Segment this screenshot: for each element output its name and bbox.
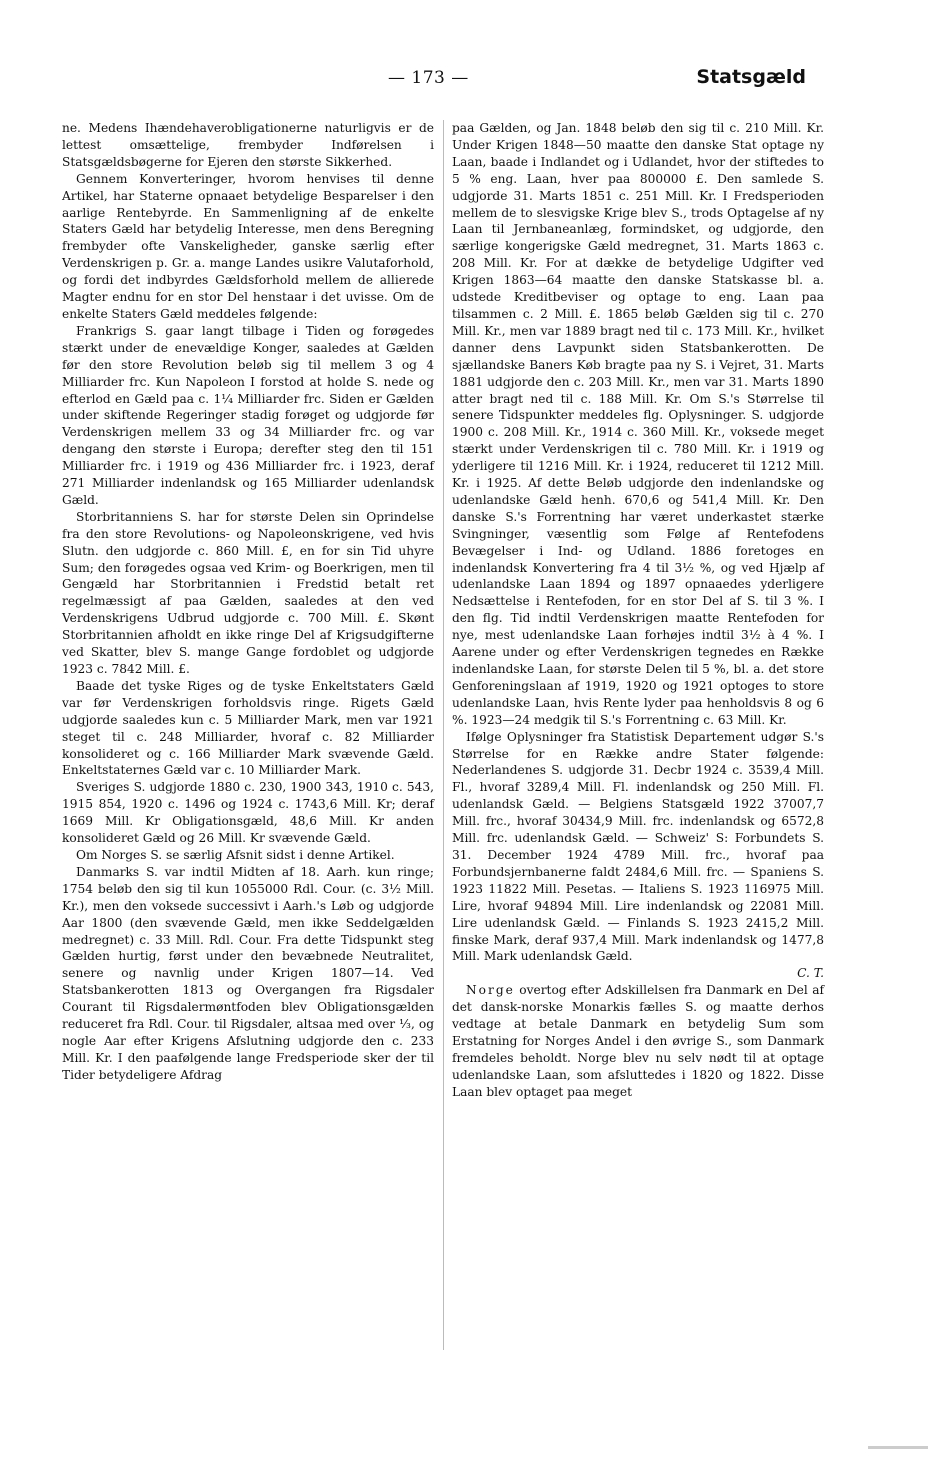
paragraph-intro-continuation: ne. Medens Ihændehaverobligationerne naturligvis er de lettest omsættelige, frembyder Indførelsen i Statsgældsbøgerne for Ejeren den største Sikkerhed. bbox=[62, 121, 434, 169]
column-divider bbox=[443, 120, 444, 1350]
paragraph-sweden: Sveriges S. udgjorde 1880 c. 230, 1900 343, 1910 c. 543, 1915 854, 1920 c. 1496 og 1924 c. 1743,6 Mill. Kr; deraf 1669 Mill. Kr Obligationsgæld, 48,6 Mill. Kr anden konsolideret Gæld og 26 Mill. Kr svævende Gæld. bbox=[62, 780, 434, 846]
running-title: Statsgæld bbox=[696, 66, 806, 88]
author-signature: C. T. bbox=[797, 966, 824, 981]
paragraph-france: Frankrigs S. gaar langt tilbage i Tiden og forøgedes stærkt under de enevældige Konger, saaledes at Gælden før den store Revolution beløb sig til mellem 3 og 4 Milliarder frc. Kun Napoleon I forstod at holde S. nede og efterlod en Gæld paa c. 1¼ Milliarder frc. Siden er Gælden under skiftende Regeringer stadig forøget og udgjorde før Verdenskrigen mellem 33 og 34 Milliarder frc. og var dengang den største i Europa; derefter steg den til 151 Milliarder frc. i 1919 og 436 Milliarder frc. i 1923, deraf 271 Milliarder indenlandsk og 165 Milliarder udenlandsk Gæld. bbox=[62, 323, 434, 507]
norway-text: overtog efter Adskillelsen fra Danmark en Del af det dansk-norske Monarkis fælles S. og maatte derhos vedtage at betale Danmark en betydelig Sum som Erstatning for Norges Andel i den øvrige S., som Danmark fremdeles beholdt. Norge blev nu selv nødt til at optage udenlandske Laan, som afsluttedes i 1820 og 1822. Disse Laan blev optaget paa meget bbox=[452, 983, 824, 1099]
paragraph-conversions: Gennem Konverteringer, hvorom henvises til denne Artikel, har Staterne opnaaet betydelige Besparelser i den aarlige Rentebyrde. En Sammenligning af de enkelte Staters Gæld har betydelig Interesse, men dens Beregning frembyder ofte Vanskeligheder, ganske særlig efter Verdenskrigen p. Gr. a. mange Landes usikre Valutaforhold, og fordi det indbyrdes Gældsforhold mellem de allierede Magter endnu for en stor Del henstaar i det uvisse. Om de enkelte Staters Gæld meddeles følgende: bbox=[62, 171, 434, 321]
left-column bbox=[62, 120, 434, 1084]
page-number: — 173 — bbox=[388, 68, 469, 88]
paragraph-britain: Storbritanniens S. har for største Delen sin Oprindelse fra den store Revolutions- og Napoleonskrigene, ved hvis Slutn. den udgjorde c. 860 Mill. £, en for sin Tid uhyre Sum; den forøgedes ogsaa ved Krim- og Boerkrigen, men til Gengæld har Storbritannien i Fredstid betalt ret regelmæssigt af paa Gælden, saaledes at den ved Verdenskrigens Udbrud udgjorde c. 700 Mill. £. Skønt Storbritannien afholdt en ikke ringe Del af Krigsudgifterne ved Skatter, blev S. mange Gange fordoblet og udgjorde 1923 c. 7842 Mill. £. bbox=[62, 509, 434, 676]
paragraph-other-states: Ifølge Oplysninger fra Statistisk Departement udgør S.'s Størrelse for en Række andre Stater følgende: Nederlandenes S. udgjorde 31. Decbr 1924 c. 3539,4 Mill. Fl., hvoraf 3289,4 Mill. Fl. indenlandsk og 250 Mill. Fl. udenlandsk Gæld. — Belgiens Statsgæld 1922 37007,7 Mill. frc., hvoraf 30434,9 Mill. frc. indenlandsk og 6572,8 Mill. frc. udenlandsk Gæld. — Schweiz' S: Forbundets S. 31. December 1924 4789 Mill. frc., hvoraf paa Forbundsjernbanerne faldt 2484,6 Mill. frc. — Spaniens S. 1923 11822 Mill. Pesetas. — Italiens S. 1923 116975 Mill. Lire, hvoraf 94894 Mill. Lire indenlandsk og 22081 Mill. Lire udenlandsk Gæld. — Finlands S. 1923 2415,2 Mill. finske Mark, deraf 937,4 Mill. Mark indenlandsk og 1477,8 Mill. Mark udenlandsk Gæld. bbox=[452, 729, 824, 964]
paragraph-norway-reference: Om Norges S. se særlig Afsnit sidst i denne Artikel. bbox=[76, 847, 395, 862]
norway-lead-word: Norge bbox=[466, 983, 515, 998]
scan-ink-mark bbox=[868, 1446, 928, 1449]
paragraph-denmark-continuation: paa Gælden, og Jan. 1848 beløb den sig til c. 210 Mill. Kr. Under Krigen 1848—50 maatte den danske Stat optage ny Laan, baade i Indlandet og i Udlandet, hvor der stiftedes to 5 % eng. Laan, hver paa 800000 £. Den samlede S. udgjorde 31. Marts 1851 c. 251 Mill. Kr. I Fredsperioden mellem de to slesvigske Krige blev S., trods Optagelse af ny Laan til Jernbaneanlæg, formindsket, og udgjorde, den særlige kongerigske Gæld medregnet, 31. Marts 1863 c. 208 Mill. Kr. For at dække de betydelige Udgifter ved Krigen 1863—64 maatte den danske Statskasse bl. a. udstede Kreditbeviser og optage to eng. Laan paa tilsammen c. 2 Mill. £. 1865 beløb Gælden sig til c. 270 Mill. Kr., men var 1889 bragt ned til c. 173 Mill. Kr., hvilket danner dens Lavpunkt siden Statsbankerotten. De sjællandske Baners Køb bragte paa ny S. i Vejret, 31. Marts 1881 udgjorde den c. 203 Mill. Kr., men var 31. Marts 1890 atter bragt ned til c. 188 Mill. Kr. Om S.'s Størrelse til senere Tidspunkter meddeles flg. Oplysninger. S. udgjorde 1900 c. 208 Mill. Kr., 1914 c. 360 Mill. Kr., voksede meget stærkt under Verdenskrigen til c. 780 Mill. Kr. i 1919 og yderligere til 1216 Mill. Kr. i 1924, reduceret til 1212 Mill. Kr. i 1925. Af dette Beløb udgjorde den indenlandske og udenlandske Gæld henh. 670,6 og 541,4 Mill. Kr. Den danske S.'s Forrentning har været underkastet stærke Svingninger, væsentlig som Følge af Rentefodens Bevægelser i Ind- og Udland. 1886 foretoges en indenlandsk Konvertering fra 4 til 3½ %, og ved Hjælp af udenlandske Laan 1894 og 1897 opnaaedes yderligere Nedsættelse i Rentefoden, for en stor Del af S. til 3 %. I den flg. Tid indtil Verdenskrigen maatte Rentefoden for nye, mest udenlandske Laan forhøjes indtil 3½ à 4 %. I Aarene under og efter Verdenskrigen tegnedes en Række indenlandske Laan, for største Delen til 5 %, bl. a. det store Genforeningslaan af 1919, 1920 og 1921 optoges to store udenlandske Laan, hvis Rente lyder paa henholdsvis 8 og 6 %. 1923—24 medgik til S.'s Forrentning c. 63 Mill. Kr. bbox=[452, 121, 824, 727]
page-header bbox=[0, 68, 936, 98]
paragraph-denmark: Danmarks S. var indtil Midten af 18. Aarh. kun ringe; 1754 beløb den sig til kun 1055000 Rdl. Cour. (c. 3½ Mill. Kr.), men den voksede successivt i Aarh.'s Løb og udgjorde Aar 1800 (den svævende Gæld, men ikke Seddelgælden medregnet) c. 33 Mill. Rdl. Cour. Fra dette Tidspunkt steg Gælden hurtig, først under den bevæbnede Neutralitet, senere og navnlig under Krigen 1807—14. Ved Statsbankerotten 1813 og Overgangen fra Rigsdaler Courant til Rigsdalermøntfoden blev Obligationsgælden reduceret fra Rdl. Cour. til Rigsdaler, altsaa med over ⅓, og nogle Aar efter Krigens Afslutning udgjorde den c. 233 Mill. Kr. I den paafølgende lange Fredsperiode sker der til Tider betydeligere Afdrag bbox=[62, 864, 434, 1082]
right-column bbox=[452, 120, 824, 1101]
paragraph-germany: Baade det tyske Riges og de tyske Enkeltstaters Gæld var før Verdenskrigen forholdsvis ringe. Rigets Gæld udgjorde saaledes kun c. 5 Milliarder Mark, men var 1921 steget til c. 248 Milliarder, hvoraf c. 82 Milliarder konsolideret og c. 166 Milliarder Mark svævende Gæld. Enkeltstaternes Gæld var c. 10 Milliarder Mark. bbox=[62, 678, 434, 778]
paragraph-norway bbox=[452, 982, 824, 1100]
